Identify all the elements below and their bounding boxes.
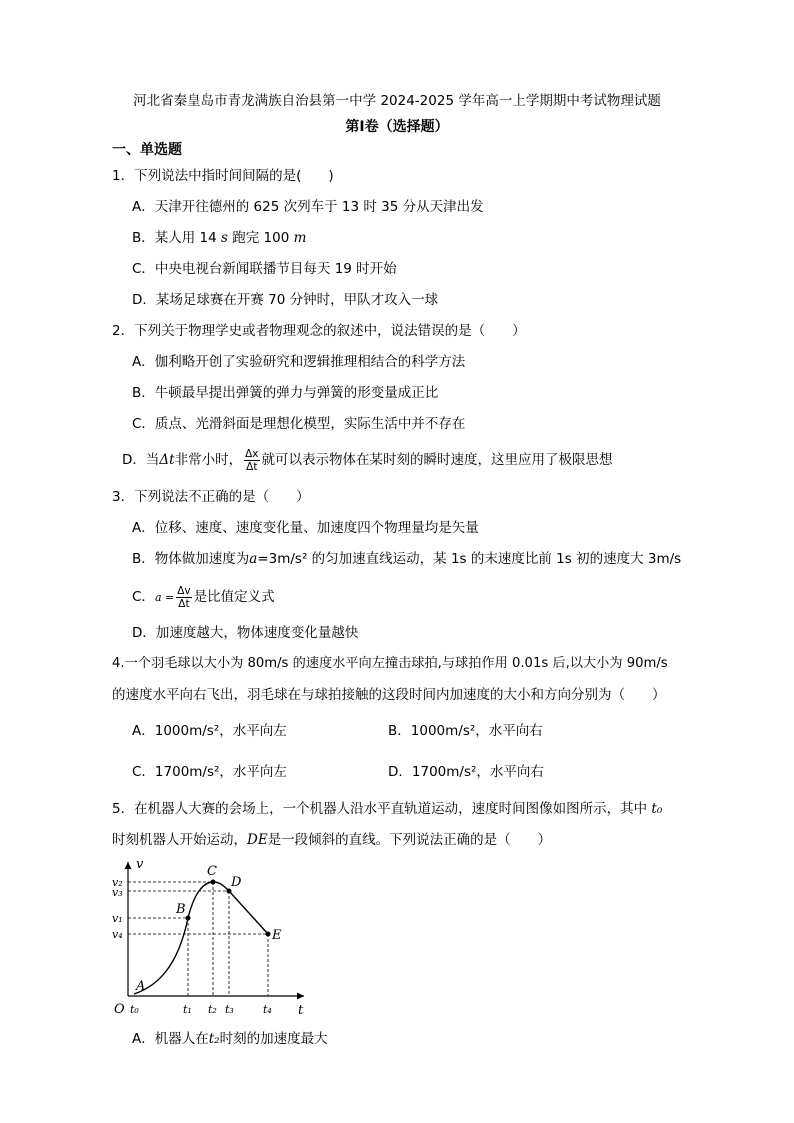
q3-option-a: A．位移、速度、速度变化量、加速度四个物理量均是矢量 <box>132 520 479 536</box>
q5-stem-line1: 5．在机器人大赛的会场上，一个机器人沿水平直轨道运动，速度时间图像如图所示，其中 t₀ <box>112 801 663 817</box>
q4-stem-line1: 4.一个羽毛球以大小为 80m/s 的速度水平向左撞击球拍,与球拍作用 0.01s 后,以大小为 90m/s <box>112 656 668 671</box>
t3-label: t₃ <box>225 1003 234 1016</box>
q4-option-c: C．1700m/s²，水平向左 <box>132 764 287 780</box>
q3-option-c: C．a = $\frac{\Delta v}{\Delta t}$ 是比值定义式 <box>132 584 275 610</box>
point-b-marker <box>186 916 191 921</box>
q4-stem-line2: 的速度水平向右飞出，羽毛球在与球拍接触的这段时间内加速度的大小和方向分别为（ ） <box>112 687 666 703</box>
q3-option-d: D．加速度越大，物体速度变化量越快 <box>132 625 359 641</box>
volume-title: 第Ⅰ卷（选择题） <box>345 119 449 135</box>
q1-option-a: A．天津开往德州的 625 次列车于 13 时 35 分从天津出发 <box>132 199 484 215</box>
q2-option-b: B．牛顿最早提出弹簧的弹力与弹簧的形变量成正比 <box>132 385 439 401</box>
point-e-marker <box>266 932 271 937</box>
q1-option-d: D．某场足球赛在开赛 70 分钟时，甲队才攻入一球 <box>132 292 439 308</box>
point-c-label: C <box>207 864 217 879</box>
q3-stem: 3．下列说法不正确的是（ ） <box>112 489 310 505</box>
t1-label: t₁ <box>183 1003 192 1016</box>
q4-option-d: D．1700m/s²，水平向右 <box>388 764 544 780</box>
point-d-label: D <box>231 875 242 890</box>
v4-label: v₄ <box>112 928 123 941</box>
q1-stem: 1．下列说法中指时间间隔的是( ) <box>112 168 334 184</box>
exam-title: 河北省秦皇岛市青龙满族自治县第一中学 2024-2025 学年高一上学期期中考试物理试题 <box>133 93 661 109</box>
velocity-curve <box>134 882 268 994</box>
point-a-label: A <box>136 979 146 994</box>
velocity-time-graph <box>108 856 308 1016</box>
t4-label: t₄ <box>263 1003 272 1016</box>
q2-stem: 2．下列关于物理学史或者物理观念的叙述中，说法错误的是（ ） <box>112 323 526 339</box>
t2-label: t₂ <box>208 1003 217 1016</box>
q1-option-c: C．中央电视台新闻联播节目每天 19 时开始 <box>132 261 397 277</box>
v3-label: v₃ <box>112 886 123 899</box>
t0-label: t₀ <box>130 1003 139 1016</box>
q5-stem-line2: 时刻机器人开始运动，DE是一段倾斜的直线。下列说法正确的是（ ） <box>112 832 552 848</box>
q5-option-a: A．机器人在t₂时刻的加速度最大 <box>132 1031 328 1047</box>
v2-label: v₂ <box>112 876 123 889</box>
q4-option-b: B．1000m/s²，水平向右 <box>388 723 543 739</box>
v-axis-label: v <box>136 857 144 872</box>
point-e-label: E <box>272 928 282 943</box>
q2-option-a: A．伽利略开创了实验研究和逻辑推理相结合的科学方法 <box>132 354 466 370</box>
q2-option-d: D．当Δt非常小时， $\frac{\Delta x}{\Delta t}$ 就可以表示物体在某时刻的瞬时速度，这里应用了极限思想 <box>122 447 613 473</box>
origin-label: O <box>114 1002 125 1016</box>
delta-v-over-delta-t: $\frac{\Delta v}{\Delta t}$ <box>177 584 191 610</box>
q4-option-a: A．1000m/s²，水平向左 <box>132 723 287 739</box>
point-b-label: B <box>176 902 186 917</box>
t-axis-label: t <box>298 1003 304 1016</box>
v1-label: v₁ <box>112 912 123 925</box>
q1-option-b: B．某人用 14 s 跑完 100 m <box>132 230 307 246</box>
q3-option-b: B．物体做加速度为a=3m/s² 的匀加速直线运动，某 1s 的末速度比前 1s 初的速度大 3m/s <box>132 551 682 567</box>
q2-option-c: C．质点、光滑斜面是理想化模型，实际生活中并不存在 <box>132 416 466 432</box>
delta-x-over-delta-t: $\frac{\Delta x}{\Delta t}$ <box>245 447 259 473</box>
point-c-marker <box>211 880 216 885</box>
section-heading: 一、单选题 <box>112 142 182 158</box>
